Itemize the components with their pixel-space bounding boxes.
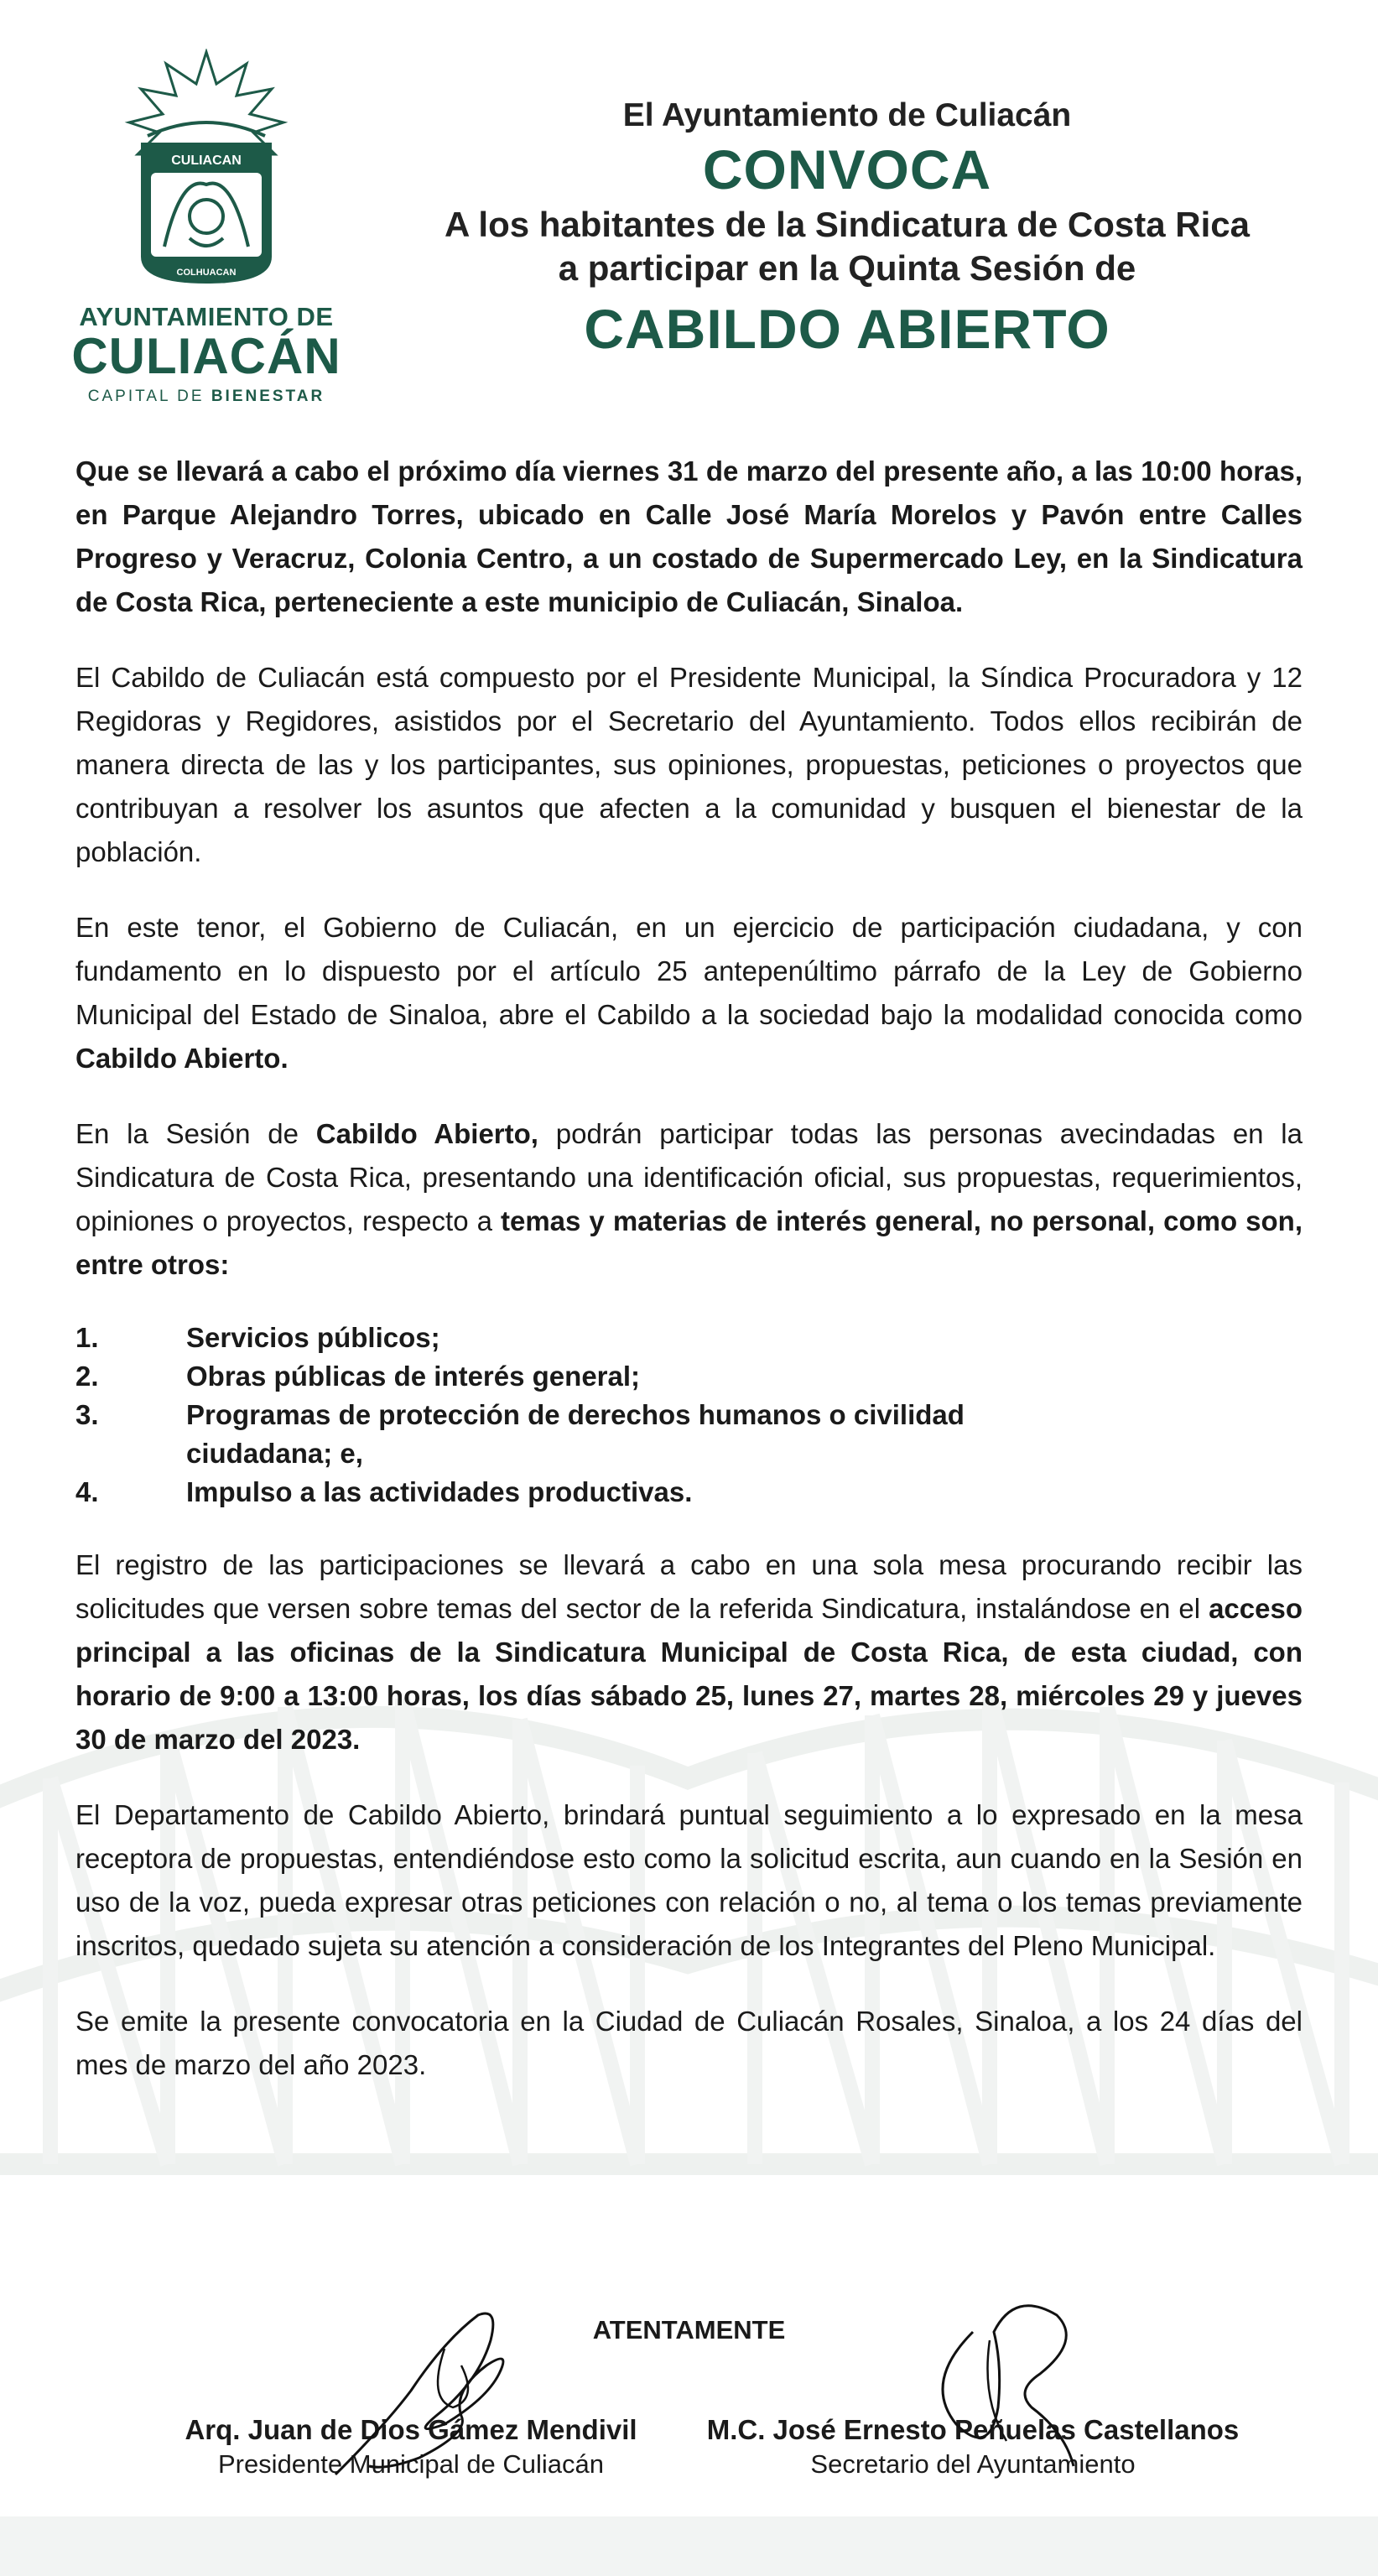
paragraph-5-bold: acceso principal a las oficinas de la Sindicatura Municipal de Costa Rica, de esta ciudad, con horario de 9:00 a 13:00 horas, los días sábado 25, lunes 27, martes 28, miércoles 29 y jueves 30 de marzo del 2023.: [75, 1593, 1303, 1755]
seal-icon: [64, 49, 349, 300]
paragraph-3-bold: Cabildo Abierto.: [75, 1043, 289, 1074]
signature-left-icon: [319, 2298, 520, 2491]
logo-line-3b: BIENESTAR: [211, 388, 325, 405]
list-item-text: Servicios públicos;: [186, 1322, 440, 1353]
document-body: [75, 450, 1303, 2119]
list-item: [75, 1319, 1303, 1357]
header-ayuntamiento: El Ayuntamiento de Culiacán: [622, 97, 1072, 133]
document-header: [386, 96, 1308, 367]
logo-line-2: CULIACÁN: [71, 328, 341, 384]
header-convoca: CONVOCA: [702, 138, 992, 200]
paragraph-7: Se emite la presente convocatoria en la Ciudad de Culiacán Rosales, Sinaloa, a los 24 días del mes de marzo del año 2023.: [75, 2006, 1303, 2080]
ayuntamiento-logo: [64, 49, 349, 409]
closing-atentamente: ATENTAMENTE: [592, 2315, 786, 2344]
topics-list: [75, 1319, 1303, 1512]
logo-line-3a: CAPITAL DE: [87, 388, 211, 405]
list-item: [75, 1357, 1303, 1396]
paragraph-5: [75, 1543, 1303, 1762]
list-item: [75, 1396, 1303, 1473]
signature-right-icon: [906, 2282, 1107, 2475]
header-cabildo-abierto: CABILDO ABIERTO: [584, 298, 1110, 360]
list-item-number: 3.: [75, 1399, 99, 1430]
seal-bottom-text: COLHUACAN: [176, 268, 237, 278]
logo-line-1: AYUNTAMIENTO DE: [79, 302, 334, 331]
list-item-text: Obras públicas de interés general;: [186, 1361, 641, 1392]
header-subtitle-1: A los habitantes de la Sindicatura de Costa Rica: [444, 205, 1251, 244]
header-subtitle-2: a participar en la Quinta Sesión de: [558, 248, 1136, 288]
paragraph-4: [75, 1112, 1303, 1287]
list-item-number: 2.: [75, 1361, 99, 1392]
seal-top-text: CULIACAN: [171, 154, 242, 168]
paragraph-2: El Cabildo de Culiacán está compuesto por el Presidente Municipal, la Síndica Procuradora y 12 Regidoras y Regidores, asistidos por el Secretario del Ayuntamiento. Todos ellos recibirán de manera directa de las y los participantes, sus opiniones, propuestas, peticiones o proyectos que contribuyan a resolver los asuntos que afecten a la comunidad y busquen el bienestar de la población.: [75, 662, 1303, 867]
paragraph-3-text: En este tenor, el Gobierno de Culiacán, en un ejercicio de participación ciudadana, y con fundamento en lo dispuesto por el artículo 25 antepenúltimo párrafo de la Ley de Gobierno Municipal del Estado de Sinaloa, abre el Cabildo a la sociedad bajo la modalidad conocida como: [75, 912, 1303, 1030]
signature-name: M.C. José Ernesto Peñuelas Castellanos: [706, 2414, 1240, 2445]
list-item: [75, 1473, 1303, 1512]
signature-role: Secretario del Ayuntamiento: [810, 2449, 1136, 2479]
paragraph-4-bold-b: temas y materias de interés general, no personal, como son, entre otros:: [75, 1205, 1303, 1280]
paragraph-4-text-a: En la Sesión de: [75, 1118, 316, 1149]
paragraph-4-bold-a: Cabildo Abierto,: [315, 1118, 538, 1149]
list-item-text: Impulso a las actividades productivas.: [186, 1476, 693, 1507]
paragraph-3: [75, 906, 1303, 1080]
paragraph-4-text-b: podrán participar todas las personas avecindadas en la Sindicatura de Costa Rica, presentando una identificación oficial, sus propuestas, requerimientos, opiniones o proyectos, respecto a: [75, 1118, 1303, 1236]
list-item-number: 1.: [75, 1322, 99, 1353]
logo-line-3: [64, 388, 349, 406]
list-item-number: 4.: [75, 1476, 99, 1507]
signature-name: Arq. Juan de Dios Gámez Mendivil: [185, 2414, 637, 2445]
paragraph-6: El Departamento de Cabildo Abierto, brindará puntual seguimiento a lo expresado en la mesa receptora de propuestas, entendiéndose esto como la solicitud escrita, aun cuando en la Sesión en uso de la voz, pueda expresar otras peticiones con relación o no, al tema o los temas previamente inscritos, quedado sujeta su atención a consideración de los Integrantes del Pleno Municipal.: [75, 1799, 1303, 1961]
paragraph-1: Que se llevará a cabo el próximo día viernes 31 de marzo del presente año, a las 10:00 horas, en Parque Alejandro Torres, ubicado en Calle José María Morelos y Pavón entre Calles Progreso y Veracruz, Colonia Centro, a un costado de Supermercado Ley, en la Sindicatura de Costa Rica, perteneciente a este municipio de Culiacán, Sinaloa.: [75, 455, 1303, 617]
signature-role: Presidente Municipal de Culiacán: [217, 2449, 605, 2479]
paragraph-5-text: El registro de las participaciones se llevará a cabo en una sola mesa procurando recibir las solicitudes que versen sobre temas del sector de la referida Sindicatura, instalándose en el: [75, 1549, 1303, 1624]
list-item-text: Programas de protección de derechos humanos o civilidad ciudadana; e,: [186, 1399, 965, 1469]
